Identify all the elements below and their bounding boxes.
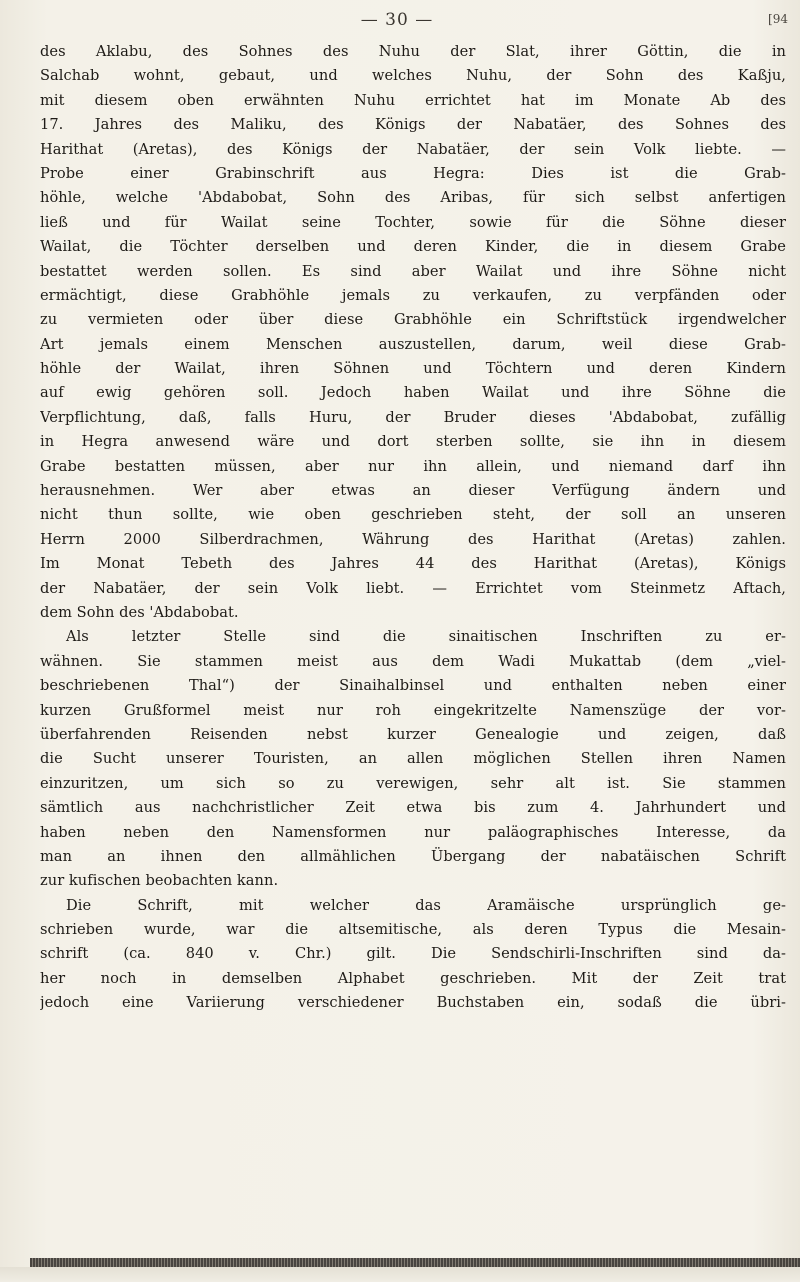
- text-line: dem Sohn des 'Abdabobat.: [40, 603, 239, 621]
- text-line: höhle, welche 'Abdabobat, Sohn des Aribas, für sich selbst anfertigen: [40, 189, 786, 207]
- page-header: [0, 10, 800, 36]
- text-line: Als letzter Stelle sind die sinaitischen Inschriften zu er-: [66, 628, 786, 646]
- text-line: Salchab wohnt, gebaut, und welches Nuhu, der Sohn des Kaßju,: [40, 67, 786, 85]
- text-line: schrieben wurde, war die altsemitische, als deren Typus die Mesain-: [40, 921, 786, 939]
- text-line: ließ und für Wailat seine Tochter, sowie für die Söhne dieser: [40, 213, 786, 231]
- text-line: kurzen Grußformel meist nur roh eingekritzelte Namenszüge der vor-: [40, 701, 786, 719]
- text-line: Die Schrift, mit welcher das Aramäische ursprünglich ge-: [66, 896, 786, 914]
- page-bottom-edge: [30, 1258, 800, 1267]
- text-line: Grabe bestatten müssen, aber nur ihn allein, und niemand darf ihn: [40, 457, 786, 475]
- text-line: zu vermieten oder über diese Grabhöhle ein Schriftstück irgendwelcher: [40, 311, 786, 329]
- text-line: Wailat, die Töchter derselben und deren Kinder, die in diesem Grabe: [40, 238, 786, 256]
- text-line: mit diesem oben erwähnten Nuhu errichtet hat im Monate Ab des: [40, 91, 786, 109]
- page-bottom-shadow: [0, 1267, 800, 1282]
- text-line: überfahrenden Reisenden nebst kurzer Genealogie und zeigen, daß: [40, 725, 786, 743]
- text-line: man an ihnen den allmählichen Übergang der nabatäischen Schrift: [40, 847, 786, 865]
- body-text: [40, 40, 786, 1016]
- text-line: Probe einer Grabinschrift aus Hegra: Dies ist die Grab-: [40, 164, 786, 182]
- text-line: haben neben den Namensformen nur paläographisches Interesse, da: [40, 823, 786, 841]
- corner-page-mark: [94: [768, 12, 788, 26]
- text-line: höhle der Wailat, ihren Söhnen und Töchtern und deren Kindern: [40, 360, 786, 378]
- text-line: Herrn 2000 Silberdrachmen, Währung des Harithat (Aretas) zahlen.: [40, 530, 786, 548]
- page-number: — 30 —: [360, 10, 434, 30]
- text-line: herausnehmen. Wer aber etwas an dieser Verfügung ändern und: [40, 482, 786, 500]
- text-line: sämtlich aus nachchristlicher Zeit etwa bis zum 4. Jahrhundert und: [40, 799, 786, 817]
- text-line: beschriebenen Thal“) der Sinaihalbinsel und enthalten neben einer: [40, 677, 786, 695]
- text-line: Im Monat Tebeth des Jahres 44 des Harithat (Aretas), Königs: [40, 555, 786, 573]
- text-line: bestattet werden sollen. Es sind aber Wailat und ihre Söhne nicht: [40, 262, 786, 280]
- text-line: nicht thun sollte, wie oben geschrieben steht, der soll an unseren: [40, 506, 786, 524]
- text-line: wähnen. Sie stammen meist aus dem Wadi Mukattab (dem „viel-: [40, 652, 786, 670]
- text-line: jedoch eine Variierung verschiedener Buchstaben ein, sodaß die übri-: [40, 994, 786, 1012]
- text-line: zur kufischen beobachten kann.: [40, 872, 279, 890]
- text-line: her noch in demselben Alphabet geschrieben. Mit der Zeit trat: [40, 969, 786, 987]
- text-line: ermächtigt, diese Grabhöhle jemals zu verkaufen, zu verpfänden oder: [40, 286, 786, 304]
- text-line: Art jemals einem Menschen auszustellen, darum, weil diese Grab-: [40, 335, 786, 353]
- text-line: die Sucht unserer Touristen, an allen möglichen Stellen ihren Namen: [40, 750, 786, 768]
- text-line: schrift (ca. 840 v. Chr.) gilt. Die Sendschirli-Inschriften sind da-: [40, 945, 786, 963]
- text-line: auf ewig gehören soll. Jedoch haben Wailat und ihre Söhne die: [40, 384, 786, 402]
- text-line: des Aklabu, des Sohnes des Nuhu der Slat, ihrer Göttin, die in: [40, 43, 786, 60]
- text-line: Verpflichtung, daß, falls Huru, der Bruder dieses 'Abdabobat, zufällig: [40, 408, 786, 426]
- text-line: in Hegra anwesend wäre und dort sterben sollte, sie ihn in diesem: [40, 433, 786, 451]
- text-line: 17. Jahres des Maliku, des Königs der Nabatäer, des Sohnes des: [40, 116, 786, 134]
- text-line: der Nabatäer, der sein Volk liebt. — Errichtet vom Steinmetz Aftach,: [40, 579, 786, 597]
- text-line: Harithat (Aretas), des Königs der Nabatäer, der sein Volk liebte. —: [40, 140, 786, 158]
- text-line: einzuritzen, um sich so zu verewigen, sehr alt ist. Sie stammen: [40, 774, 786, 792]
